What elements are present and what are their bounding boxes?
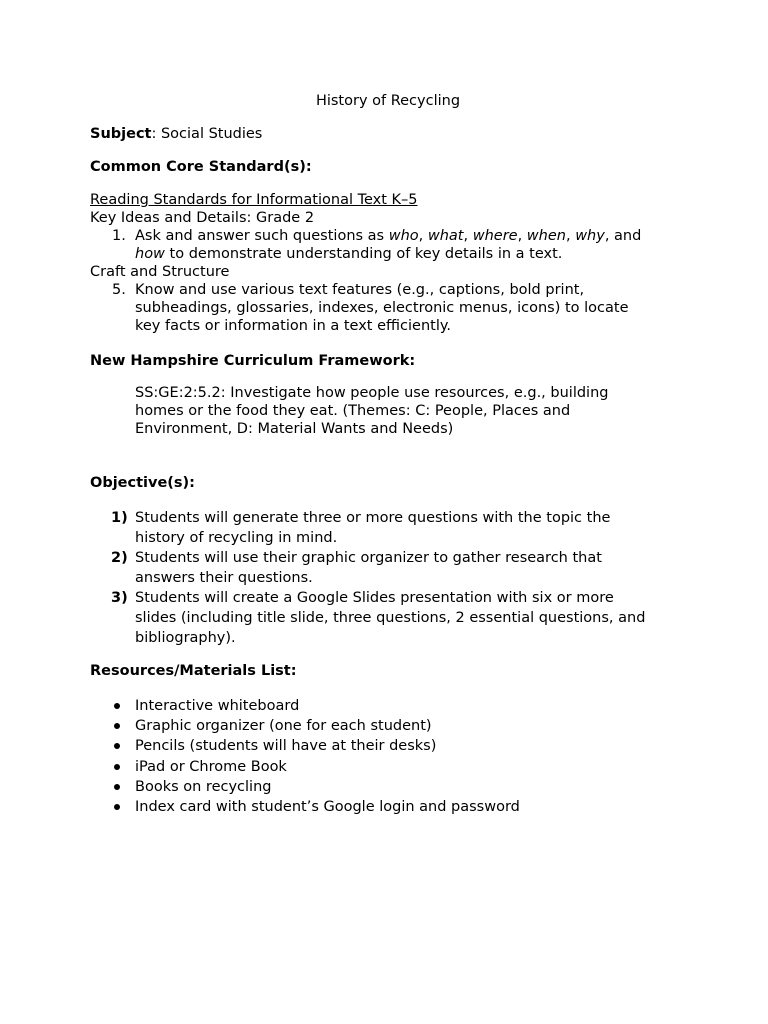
common-core-section bbox=[90, 191, 678, 335]
list-item: 2) Students will use their graphic organizer to gather research that answers their questions. bbox=[111, 550, 602, 586]
document-title: History of Recycling bbox=[315, 93, 461, 109]
subject-value: : Social Studies bbox=[151, 126, 263, 142]
item-line: Environment, D: Material Wants and Needs) bbox=[135, 421, 454, 437]
list-number: 3) bbox=[111, 590, 128, 606]
craft-label: Craft and Structure bbox=[90, 264, 230, 280]
reading-standards-title: Reading Standards for Informational Text K–5 bbox=[90, 192, 418, 208]
key-ideas-label: Key Ideas and Details: Grade 2 bbox=[90, 210, 315, 226]
list-item: Pencils (students will have at their desks) bbox=[90, 736, 678, 756]
list-number: 1) bbox=[111, 510, 128, 526]
list-item: Books on recycling bbox=[90, 777, 678, 797]
item-line: homes or the food they eat. (Themes: C: People, Places and bbox=[135, 403, 571, 419]
bullet-icon bbox=[114, 703, 120, 709]
common-core-heading: Common Core Standard(s): bbox=[90, 159, 312, 175]
list-item: Interactive whiteboard bbox=[90, 696, 678, 716]
list-item bbox=[90, 227, 678, 263]
bullet-icon bbox=[114, 723, 120, 729]
list-item: 3) Students will create a Google Slides presentation with six or more slides (including title slide, three questions, 2 essential questions, and bibliography). bbox=[111, 590, 646, 646]
item-line: how to demonstrate understanding of key details in a text. bbox=[135, 246, 563, 262]
objectives-list bbox=[90, 508, 678, 648]
item-line: Know and use various text features (e.g., captions, bold print, bbox=[135, 282, 585, 298]
framework-text bbox=[135, 384, 678, 438]
key-ideas-list bbox=[90, 227, 678, 263]
item-line: SS:GE:2:5.2: Investigate how people use resources, e.g., building bbox=[135, 385, 609, 401]
list-item bbox=[90, 281, 678, 335]
bullet-icon bbox=[114, 784, 120, 790]
item-line: Ask and answer such questions as who, what, where, when, why, and bbox=[135, 228, 642, 244]
item-line: subheadings, glossaries, indexes, electronic menus, icons) to locate bbox=[135, 300, 629, 316]
bullet-icon bbox=[114, 743, 120, 749]
craft-list bbox=[90, 281, 678, 335]
list-item: Graphic organizer (one for each student) bbox=[90, 716, 678, 736]
list-item: iPad or Chrome Book bbox=[90, 757, 678, 777]
resources-list bbox=[90, 696, 678, 817]
bullet-icon bbox=[114, 764, 120, 770]
list-number: 1. bbox=[112, 228, 126, 244]
list-item: Index card with student’s Google login and password bbox=[90, 797, 678, 817]
subject-label: Subject bbox=[90, 126, 152, 142]
framework-heading: New Hampshire Curriculum Framework: bbox=[90, 353, 416, 369]
list-number: 2) bbox=[111, 550, 128, 566]
bullet-icon bbox=[114, 804, 120, 810]
resources-heading: Resources/Materials List: bbox=[90, 663, 297, 679]
subject-line bbox=[90, 125, 678, 143]
list-item: 1) Students will generate three or more questions with the topic the history of recycling in mind. bbox=[111, 510, 611, 546]
objectives-heading: Objective(s): bbox=[90, 475, 195, 491]
item-line: key facts or information in a text efficiently. bbox=[135, 318, 451, 334]
list-number: 5. bbox=[112, 282, 126, 298]
